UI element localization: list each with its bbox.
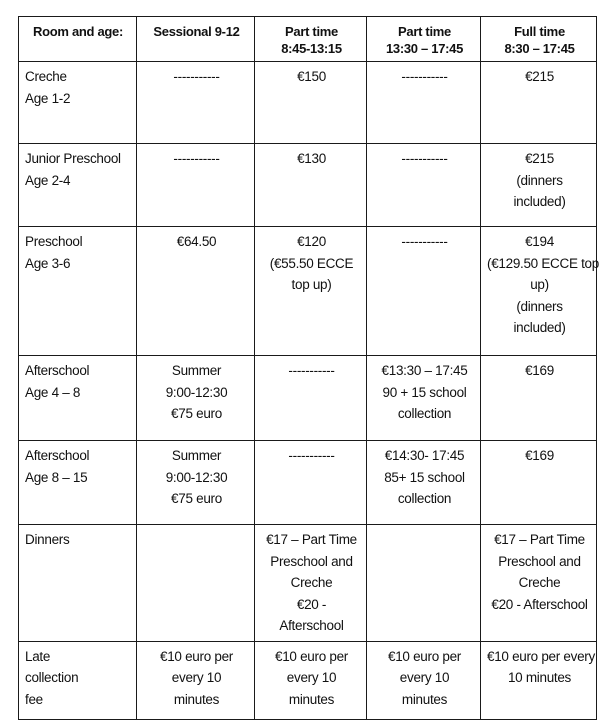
table-row	[19, 356, 597, 441]
table-row	[19, 227, 597, 356]
fee-text: €169	[525, 363, 554, 378]
fee-cell	[481, 441, 597, 525]
room-text: fee	[25, 691, 43, 707]
fee-text: every 10	[171, 670, 222, 685]
room-text: Age 3-6	[25, 255, 71, 271]
fee-text: Preschool and	[498, 553, 581, 569]
fee-text: -----------	[401, 234, 448, 249]
fee-cell	[481, 144, 597, 227]
room-cell	[19, 144, 137, 227]
fee-cell	[481, 227, 597, 356]
fee-text: €169	[525, 448, 554, 463]
room-text: Preschool	[25, 234, 83, 249]
fee-cell	[255, 62, 367, 144]
fee-text: €10 euro per every	[487, 648, 595, 664]
fee-text: Preschool and	[270, 553, 353, 569]
header-text: Full time	[514, 24, 565, 39]
fee-text: 9:00-12:30	[165, 384, 228, 400]
table-row	[19, 62, 597, 144]
room-text: Afterschool	[25, 448, 90, 463]
room-text: Age 8 – 15	[25, 469, 88, 485]
table-row	[19, 641, 597, 719]
fee-cell	[255, 641, 367, 719]
fee-text: -----------	[173, 69, 220, 84]
header-text: Sessional 9-12	[153, 24, 240, 39]
fee-cell	[137, 641, 255, 719]
fee-text: Afterschool	[279, 618, 344, 633]
fee-cell	[367, 62, 481, 144]
fee-cell	[367, 641, 481, 719]
header-part-time-morning	[255, 17, 367, 62]
fee-text: €20 -	[296, 596, 327, 612]
fee-text: 90 + 15 school	[382, 384, 467, 400]
fee-text: every 10	[286, 670, 337, 685]
fee-text: €17 – Part Time	[266, 532, 357, 547]
header-part-time-afternoon	[367, 17, 481, 62]
room-text: Afterschool	[25, 363, 90, 378]
room-text: Age 1-2	[25, 90, 71, 106]
fee-text: €215	[525, 151, 554, 166]
fee-cell	[367, 525, 481, 642]
fee-cell	[367, 356, 481, 441]
fee-text: €194	[525, 234, 554, 249]
fee-text: 9:00-12:30	[165, 469, 228, 485]
room-text: Junior Preschool	[25, 151, 121, 166]
fee-text: Summer	[171, 448, 222, 463]
header-text: Room and age:	[33, 24, 123, 39]
fee-cell	[137, 356, 255, 441]
room-text: Late	[25, 648, 51, 664]
table-row	[19, 525, 597, 642]
fee-text: collection	[397, 406, 452, 421]
fee-text: -----------	[173, 151, 220, 166]
fee-text: Summer	[171, 363, 222, 378]
header-text: 8:30 – 17:45	[504, 41, 575, 56]
fee-text: €130	[297, 151, 326, 166]
fee-text: (dinners	[516, 172, 563, 188]
room-cell	[19, 641, 137, 719]
fee-cell	[367, 441, 481, 525]
room-cell	[19, 227, 137, 356]
table-row	[19, 144, 597, 227]
fee-text: included)	[513, 320, 566, 335]
fee-table	[18, 16, 597, 720]
header-sessional	[137, 17, 255, 62]
fee-text: every 10	[399, 670, 450, 685]
fee-cell	[137, 144, 255, 227]
fee-text: €120	[297, 234, 326, 249]
header-row	[19, 17, 597, 62]
fee-text: (dinners	[516, 298, 563, 314]
fee-cell	[255, 441, 367, 525]
fee-text: €10 euro per	[388, 648, 461, 664]
fee-text: €10 euro per	[160, 648, 233, 664]
fee-text: minutes	[288, 691, 335, 707]
fee-cell	[255, 356, 367, 441]
room-text: collection	[25, 670, 79, 685]
fee-cell	[367, 144, 481, 227]
fee-text: €150	[297, 69, 326, 84]
room-cell	[19, 62, 137, 144]
fee-cell	[481, 641, 597, 719]
fee-text: €17 – Part Time	[494, 532, 585, 547]
room-text: Creche	[25, 69, 67, 84]
fee-cell	[137, 227, 255, 356]
room-cell	[19, 356, 137, 441]
fee-text: Creche	[518, 575, 561, 590]
fee-text: -----------	[401, 151, 448, 166]
fee-cell	[255, 144, 367, 227]
fee-cell	[367, 227, 481, 356]
room-text: Dinners	[25, 532, 70, 547]
fee-text: minutes	[401, 691, 448, 707]
fee-text: €20 - Afterschool	[491, 596, 588, 612]
fee-text: -----------	[288, 363, 335, 378]
room-cell	[19, 441, 137, 525]
fee-text: €215	[525, 69, 554, 84]
fee-cell	[481, 525, 597, 642]
fee-text: €64.50	[176, 234, 217, 249]
fee-text: -----------	[288, 448, 335, 463]
fee-text: €75 euro	[171, 491, 222, 506]
fee-text: -----------	[401, 69, 448, 84]
fee-text: €14:30- 17:45	[384, 448, 465, 463]
fee-text: €13:30 – 17:45	[381, 363, 468, 378]
fee-text: collection	[397, 491, 452, 506]
room-text: Age 4 – 8	[25, 384, 81, 400]
fee-cell	[137, 62, 255, 144]
fee-text: Creche	[290, 575, 333, 590]
fee-text: included)	[513, 194, 566, 209]
fee-cell	[255, 525, 367, 642]
fee-text: up)	[530, 277, 549, 292]
table-row	[19, 441, 597, 525]
fee-text: (€129.50 ECCE top	[487, 255, 599, 271]
fee-cell	[255, 227, 367, 356]
fee-text: 85+ 15 school	[384, 469, 465, 485]
fee-cell	[481, 62, 597, 144]
header-text: Part time	[398, 24, 451, 39]
fee-cell	[137, 525, 255, 642]
header-text: 13:30 – 17:45	[385, 41, 464, 56]
room-cell	[19, 525, 137, 642]
header-text: Part time	[285, 24, 338, 39]
header-room-and-age	[19, 17, 137, 62]
room-text: Age 2-4	[25, 172, 71, 188]
fee-text: €75 euro	[171, 406, 222, 421]
fee-text: top up)	[291, 277, 332, 292]
header-full-time	[481, 17, 597, 62]
fee-cell	[137, 441, 255, 525]
fee-text: minutes	[173, 691, 220, 707]
header-text: 8:45-13:15	[281, 41, 342, 56]
fee-text: 10 minutes	[507, 670, 572, 685]
fee-cell	[481, 356, 597, 441]
fee-text: €10 euro per	[275, 648, 348, 664]
fee-text: (€55.50 ECCE	[269, 255, 354, 271]
